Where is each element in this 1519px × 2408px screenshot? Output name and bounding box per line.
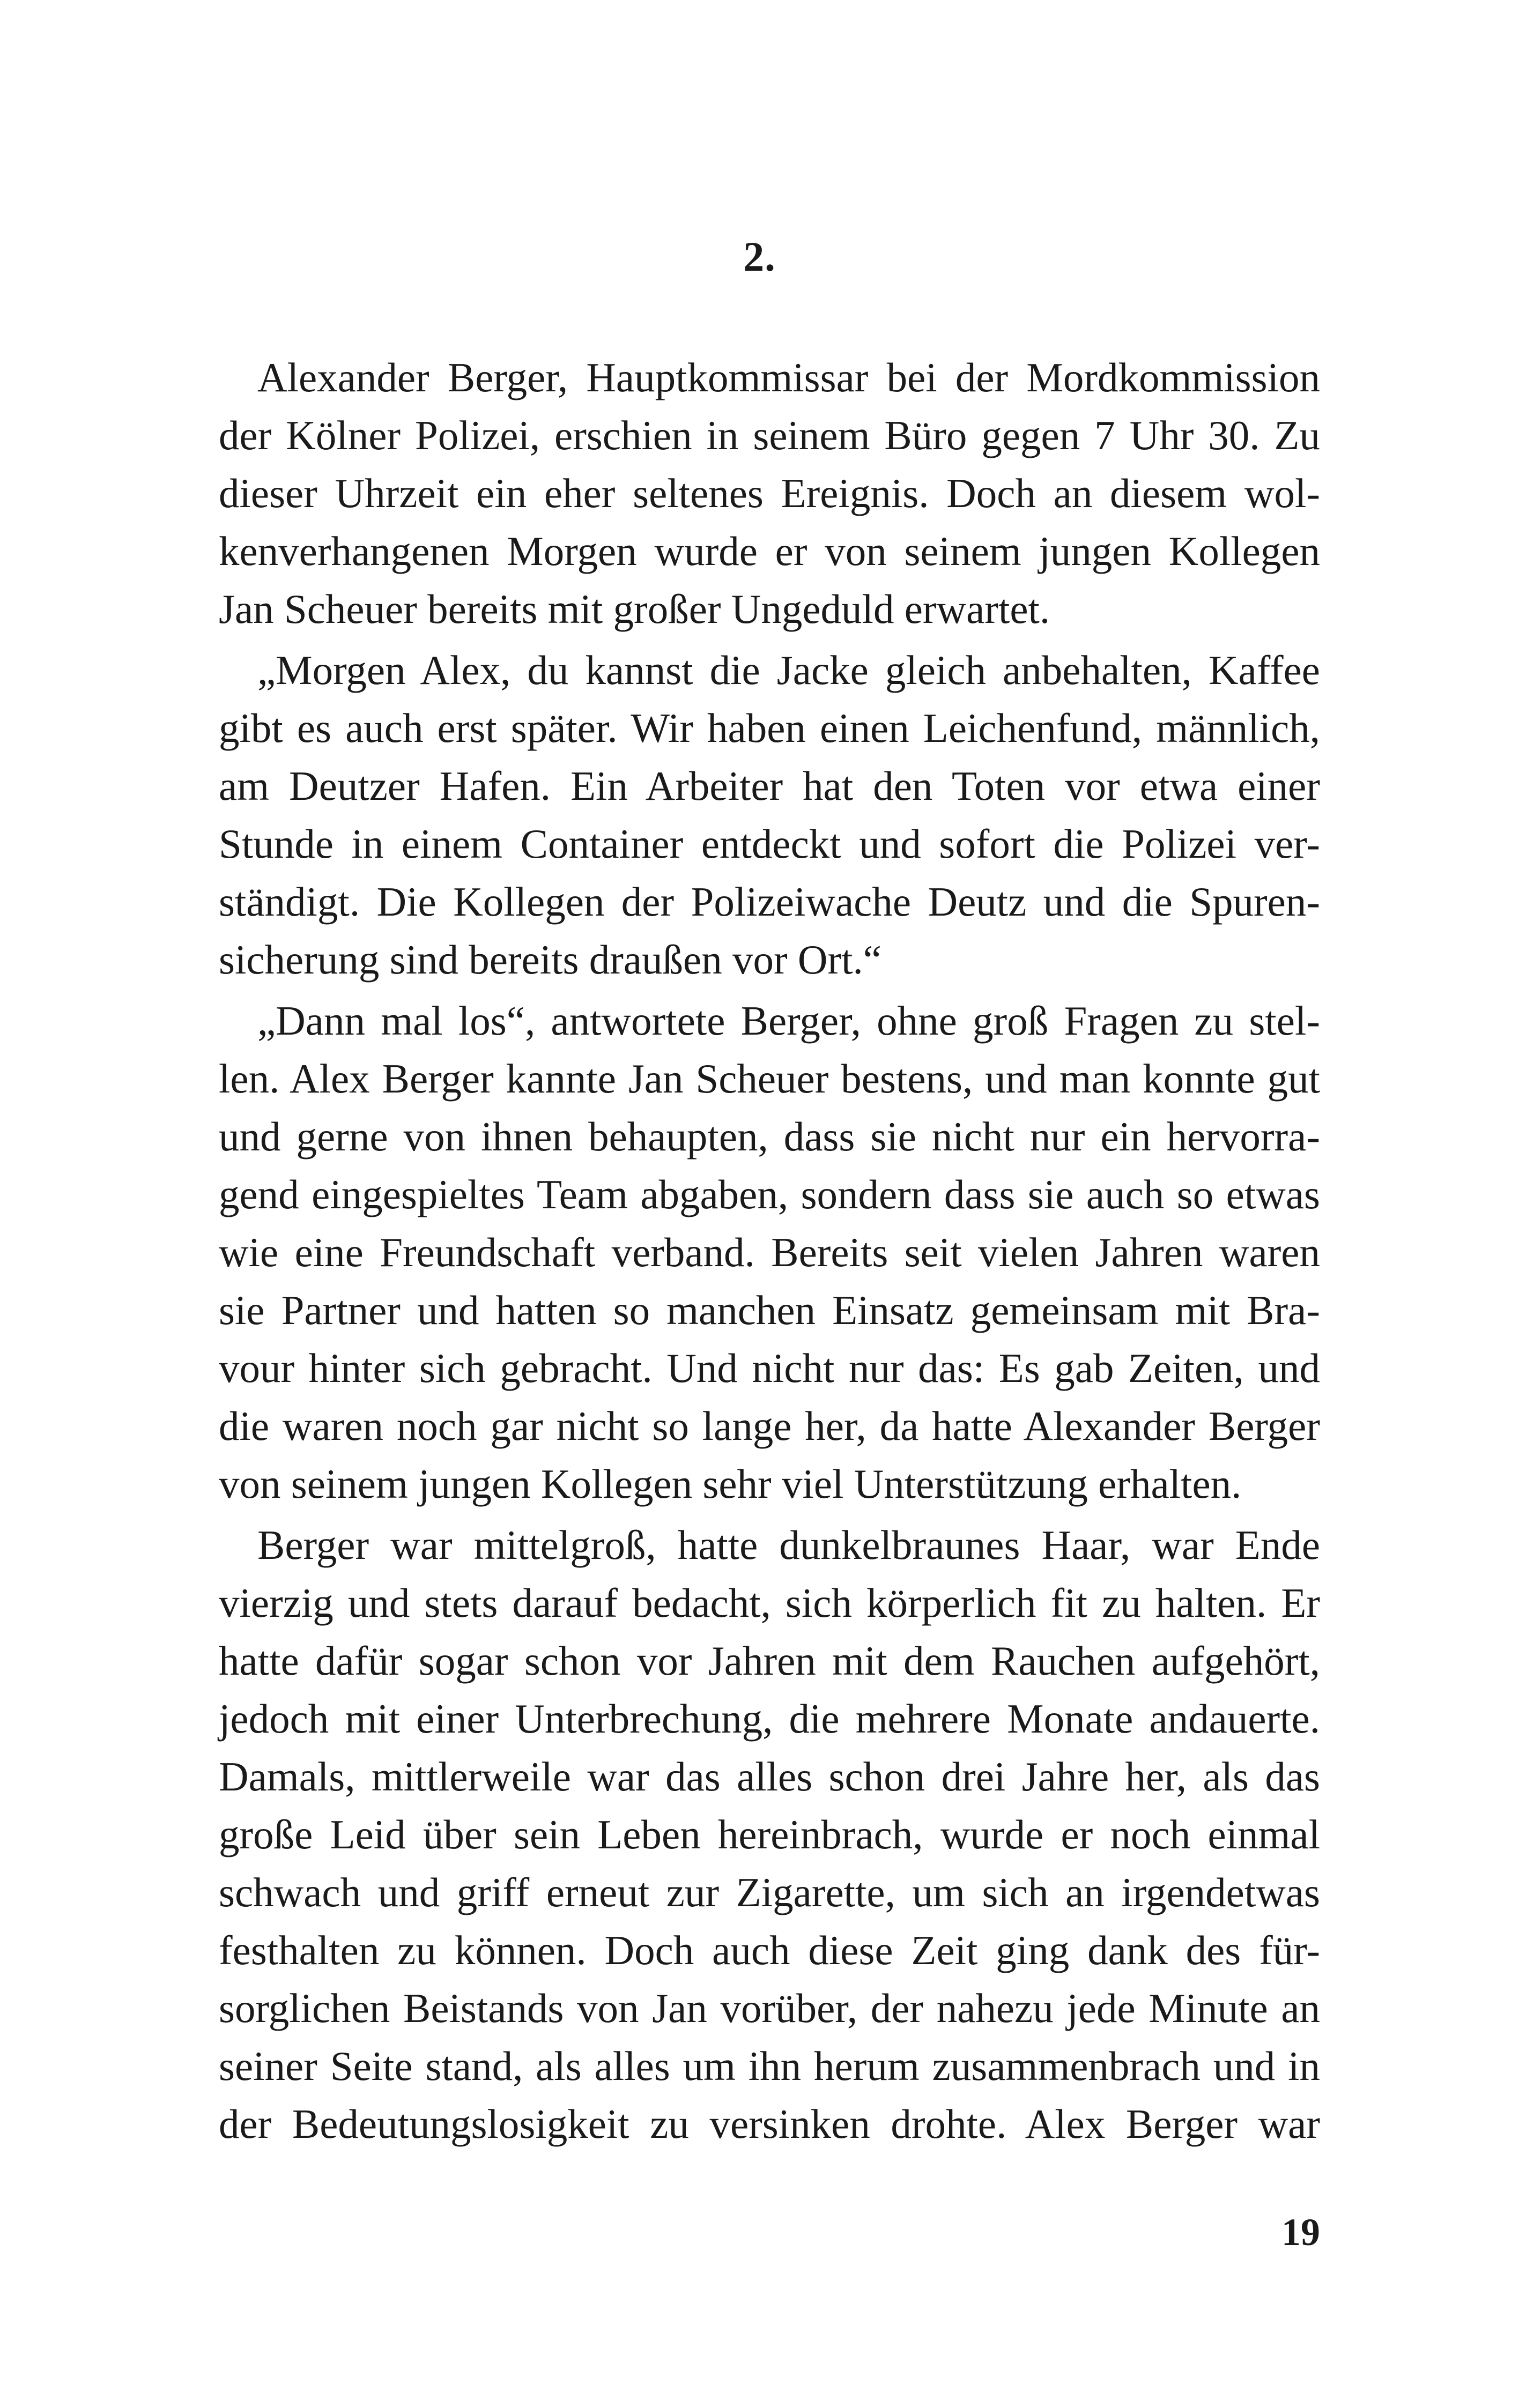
body-text (219, 348, 1320, 2153)
text-line: Berger war mittelgroß, hatte dunkelbraunes Haar, war Ende (257, 1522, 1320, 1568)
text-line: gend eingespieltes Team abgaben, sondern dass sie auch so etwas (219, 1171, 1320, 1217)
text-line: dieser Uhrzeit ein eher seltenes Ereignis. Doch an diesem wol- (219, 470, 1320, 516)
paragraph-2 (219, 641, 1320, 989)
text-line: am Deutzer Hafen. Ein Arbeiter hat den Toten vor etwa einer (219, 763, 1320, 809)
text-line: Alexander Berger, Hauptkommissar bei der Mordkommission (257, 354, 1320, 400)
text-line: „Dann mal los“, antwortete Berger, ohne groß Fragen zu stel- (257, 998, 1320, 1044)
text-line: ständigt. Die Kollegen der Polizeiwache Deutz und die Spuren- (219, 879, 1320, 925)
text-line: schwach und griff erneut zur Zigarette, um sich an irgendetwas (219, 1869, 1320, 1915)
text-line: kenverhangenen Morgen wurde er von seinem jungen Kollegen (219, 528, 1320, 574)
text-line: sorglichen Beistands von Jan vorüber, der nahezu jede Minute an (219, 1985, 1320, 2031)
text-line: große Leid über sein Leben hereinbrach, wurde er noch einmal (219, 1811, 1320, 1857)
paragraph-4 (219, 1516, 1320, 2153)
text-line: sicherung sind bereits draußen vor Ort.“ (219, 937, 881, 983)
paragraph-3 (219, 992, 1320, 1513)
text-line: Damals, mittlerweile war das alles schon drei Jahre her, als das (219, 1753, 1320, 1800)
text-line: der Kölner Polizei, erschien in seinem Büro gegen 7 Uhr 30. Zu (219, 412, 1320, 458)
text-line: festhalten zu können. Doch auch diese Zeit ging dank des für- (219, 1927, 1320, 1973)
text-line: Jan Scheuer bereits mit großer Ungeduld erwartet. (219, 586, 1050, 632)
text-line: wie eine Freundschaft verband. Bereits seit vielen Jahren waren (219, 1229, 1320, 1275)
text-line: und gerne von ihnen behaupten, dass sie nicht nur ein hervorra- (219, 1113, 1320, 1160)
text-line: vour hinter sich gebracht. Und nicht nur das: Es gab Zeiten, und (219, 1345, 1320, 1391)
text-line: „Morgen Alex, du kannst die Jacke gleich anbehalten, Kaffee (257, 647, 1320, 693)
text-line: der Bedeutungslosigkeit zu versinken drohte. Alex Berger war (219, 2101, 1320, 2147)
text-line: die waren noch gar nicht so lange her, da hatte Alexander Berger (219, 1403, 1320, 1449)
text-line: gibt es auch erst später. Wir haben einen Leichenfund, männlich, (219, 705, 1320, 751)
paragraph-1 (219, 348, 1320, 638)
text-line: von seinem jungen Kollegen sehr viel Unterstützung erhalten. (219, 1461, 1242, 1507)
page-number: 19 (1281, 2211, 1320, 2254)
text-line: hatte dafür sogar schon vor Jahren mit dem Rauchen aufgehört, (219, 1638, 1320, 1684)
text-line: Stunde in einem Container entdeckt und sofort die Polizei ver- (219, 821, 1320, 867)
text-line: vierzig und stets darauf bedacht, sich körperlich fit zu halten. Er (219, 1580, 1320, 1626)
text-line: len. Alex Berger kannte Jan Scheuer bestens, und man konnte gut (219, 1056, 1320, 1102)
text-line: jedoch mit einer Unterbrechung, die mehrere Monate andauerte. (219, 1696, 1320, 1742)
text-line: sie Partner und hatten so manchen Einsatz gemeinsam mit Bra- (219, 1287, 1320, 1333)
text-line: seiner Seite stand, als alles um ihn herum zusammenbrach und in (219, 2043, 1320, 2089)
chapter-number: 2. (743, 233, 776, 280)
